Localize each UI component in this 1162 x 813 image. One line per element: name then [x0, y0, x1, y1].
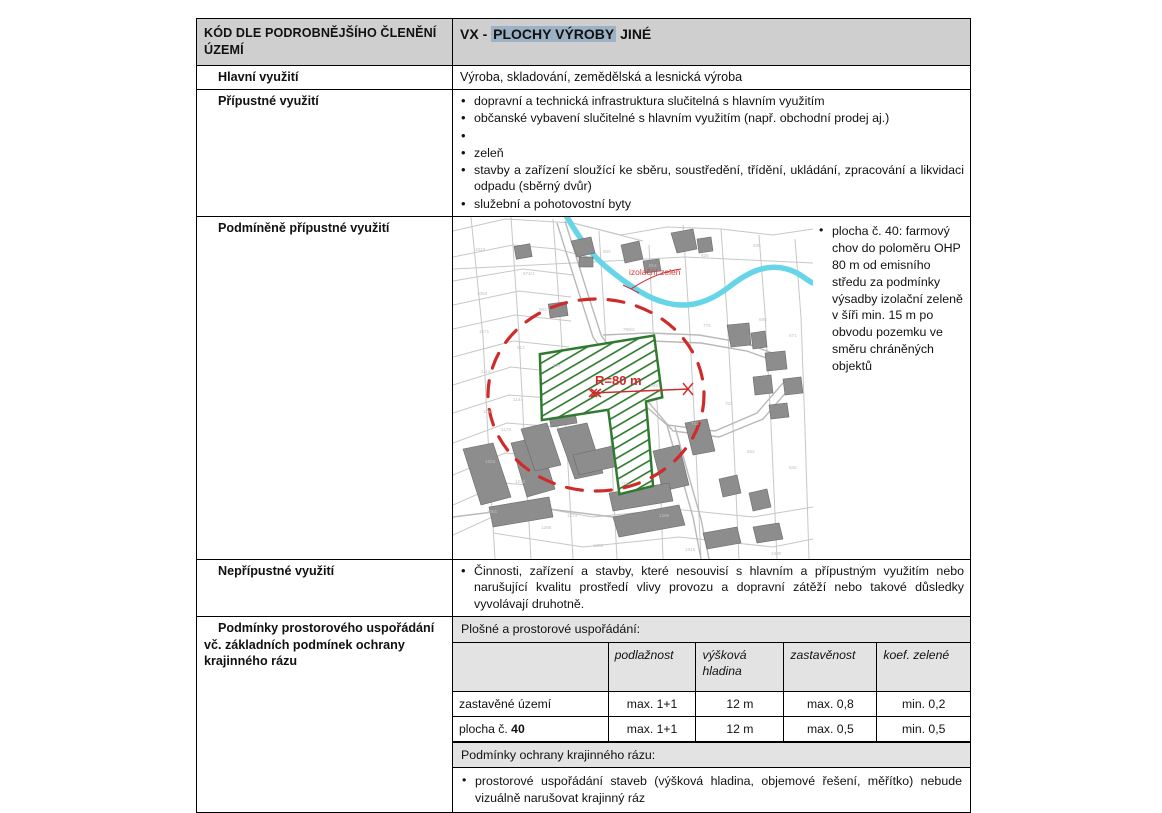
main-use-text: Výroba, skladování, zemědělská a lesnická výroba	[460, 70, 743, 85]
list-item: • Činnosti, zařízení a stavby, které nesouvisí s hlavním a přípustným využitím nebo narušující kvalitu prostředí vlivy provozu a dopravní zátěží nebo takové důsledky vyvolávají druhotně.	[460, 563, 964, 612]
param-row-name-text: plocha č.	[459, 721, 512, 736]
param-koef-0: min. 0,2	[877, 691, 970, 716]
list-item: • dopravní a technická infrastruktura slučitelná s hlavním využitím	[460, 93, 964, 109]
svg-text:838: 838	[753, 243, 761, 249]
param-vyska-1: 12 m	[696, 716, 784, 741]
svg-text:912: 912	[517, 345, 525, 351]
row-main-use	[197, 66, 971, 90]
spatial-body-cell	[453, 617, 971, 813]
param-zastavenost-1: max. 0,5	[784, 716, 877, 741]
spatial-label-cell	[197, 617, 453, 813]
parameters-table	[453, 643, 970, 742]
param-row-name-text: zastavěné území	[459, 696, 552, 711]
svg-text:814: 814	[649, 263, 657, 269]
spatial-subhead-2: Podmínky ochrany krajinného rázu:	[453, 742, 970, 768]
row-prohibited	[197, 560, 971, 617]
conditional-label: Podmíněně přípustné využití	[218, 221, 390, 236]
table-row	[453, 691, 970, 716]
svg-text:640: 640	[789, 465, 797, 471]
table-header-row	[197, 19, 971, 66]
table-row	[453, 716, 970, 741]
svg-text:1232: 1232	[515, 479, 526, 485]
svg-text:718: 718	[621, 481, 629, 487]
permissible-body-cell	[453, 89, 971, 216]
list-item: • zeleň	[460, 145, 964, 161]
svg-text:1144: 1144	[513, 397, 523, 403]
list-item: • stavby a zařízení sloužící ke sběru, soustředění, třídění, ukládání, zpracování a likvidaci odpadu (sběrný dvůr)	[460, 162, 964, 195]
row-spatial	[197, 617, 971, 813]
permissible-list	[460, 93, 964, 212]
header-label-cell	[197, 19, 453, 66]
list-item: • občanské vybavení slučitelné s hlavním využitím (např. obchodní prodej aj.)	[460, 110, 964, 126]
param-col-header-1: podlažnost	[608, 643, 696, 692]
code-dash: -	[482, 26, 488, 42]
row-permissible	[197, 89, 971, 216]
param-zastavenost-0: max. 0,8	[784, 691, 877, 716]
param-col-header-3: zastavěnost	[784, 643, 877, 692]
svg-text:1204: 1204	[485, 459, 496, 465]
spatial-note-text: • prostorové uspořádání staveb (výšková hladina, objemové řešení, měřítko) nebude vizuálně narušovat krajinný ráz	[461, 773, 962, 806]
svg-text:1156: 1156	[483, 409, 493, 415]
radius-label: R=80 m	[595, 373, 642, 389]
param-koef-1: min. 0,5	[877, 716, 970, 741]
svg-text:806: 806	[603, 249, 611, 255]
header-code-cell	[453, 19, 971, 66]
zone-code: VX	[460, 26, 479, 42]
svg-text:688: 688	[759, 317, 767, 323]
svg-text:1023: 1023	[475, 247, 486, 253]
header-code-text	[460, 25, 964, 43]
spatial-subhead-1: Plošné a prostorové uspořádání:	[453, 617, 970, 642]
param-col-header-2: výšková hladina	[696, 643, 784, 692]
spatial-label: Podmínky prostorového uspořádání vč. základních podmínek ochrany krajinného rázu	[204, 621, 435, 669]
isolation-green-label: izolační zeleň	[629, 267, 681, 278]
map-graphic	[453, 217, 813, 559]
regulation-table	[196, 18, 971, 813]
param-vyska-0: 12 m	[696, 691, 784, 716]
svg-text:788/2: 788/2	[623, 327, 635, 333]
cadastral-map	[453, 217, 813, 559]
param-row-name-bold: 40	[511, 721, 525, 736]
zone-name-highlight: PLOCHY VÝROBY	[493, 26, 615, 42]
svg-text:1261: 1261	[487, 509, 498, 515]
permissible-label-cell	[197, 89, 453, 216]
conditional-note	[813, 217, 970, 375]
svg-text:934: 934	[553, 363, 561, 369]
conditional-body-cell	[453, 217, 971, 560]
param-row-name-0	[453, 691, 608, 716]
conditional-note-text: • plocha č. 40: farmový chov do poloměru OHP 80 m od emisního středu za podmínky výsadby izolační zeleně v šíři min. 15 m po obvodu pozemku ve směru chráněných objektů	[819, 223, 964, 375]
permissible-label: Přípustné využití	[218, 93, 319, 108]
prohibited-label: Nepřípustné využití	[218, 564, 335, 579]
param-col-header-0	[453, 643, 608, 692]
svg-text:1330: 1330	[771, 551, 782, 557]
row-conditional	[197, 217, 971, 560]
param-podlaznost-0: max. 1+1	[608, 691, 696, 716]
svg-text:1178: 1178	[501, 427, 511, 433]
svg-text:652: 652	[747, 449, 755, 455]
svg-text:1296: 1296	[659, 513, 670, 519]
svg-text:1302: 1302	[593, 543, 604, 549]
param-col-header-4: koef. zelené	[877, 643, 970, 692]
svg-text:1316: 1316	[685, 547, 696, 553]
svg-text:1054: 1054	[477, 291, 488, 297]
svg-text:776: 776	[703, 323, 711, 329]
svg-text:702: 702	[725, 401, 733, 407]
svg-text:671: 671	[789, 333, 797, 339]
svg-text:874/1: 874/1	[523, 271, 535, 277]
list-item: • služební a pohotovostní byty	[460, 196, 964, 212]
svg-text:1274: 1274	[567, 513, 578, 519]
list-spacer	[460, 128, 964, 144]
svg-text:1112: 1112	[481, 369, 491, 375]
svg-text:740/1: 740/1	[649, 383, 661, 389]
prohibited-label-cell	[197, 560, 453, 617]
svg-text:903: 903	[539, 307, 547, 313]
main-use-label: Hlavní využití	[218, 70, 299, 85]
spatial-note	[453, 768, 970, 812]
zone-name-suffix: JINÉ	[620, 26, 652, 42]
svg-text:733: 733	[691, 421, 699, 427]
parameters-header-row	[453, 643, 970, 692]
main-use-body-cell	[453, 66, 971, 90]
svg-text:826: 826	[701, 253, 709, 259]
param-podlaznost-1: max. 1+1	[608, 716, 696, 741]
main-use-label-cell	[197, 66, 453, 90]
param-row-name-1	[453, 716, 608, 741]
svg-text:1071: 1071	[479, 329, 490, 335]
prohibited-body-cell	[453, 560, 971, 617]
conditional-label-cell	[197, 217, 453, 560]
header-label-text: KÓD DLE PODROBNĚJŠÍHO ČLENĚNÍ ÚZEMÍ	[204, 26, 437, 57]
prohibited-list	[460, 563, 964, 612]
svg-text:1288: 1288	[541, 525, 552, 531]
